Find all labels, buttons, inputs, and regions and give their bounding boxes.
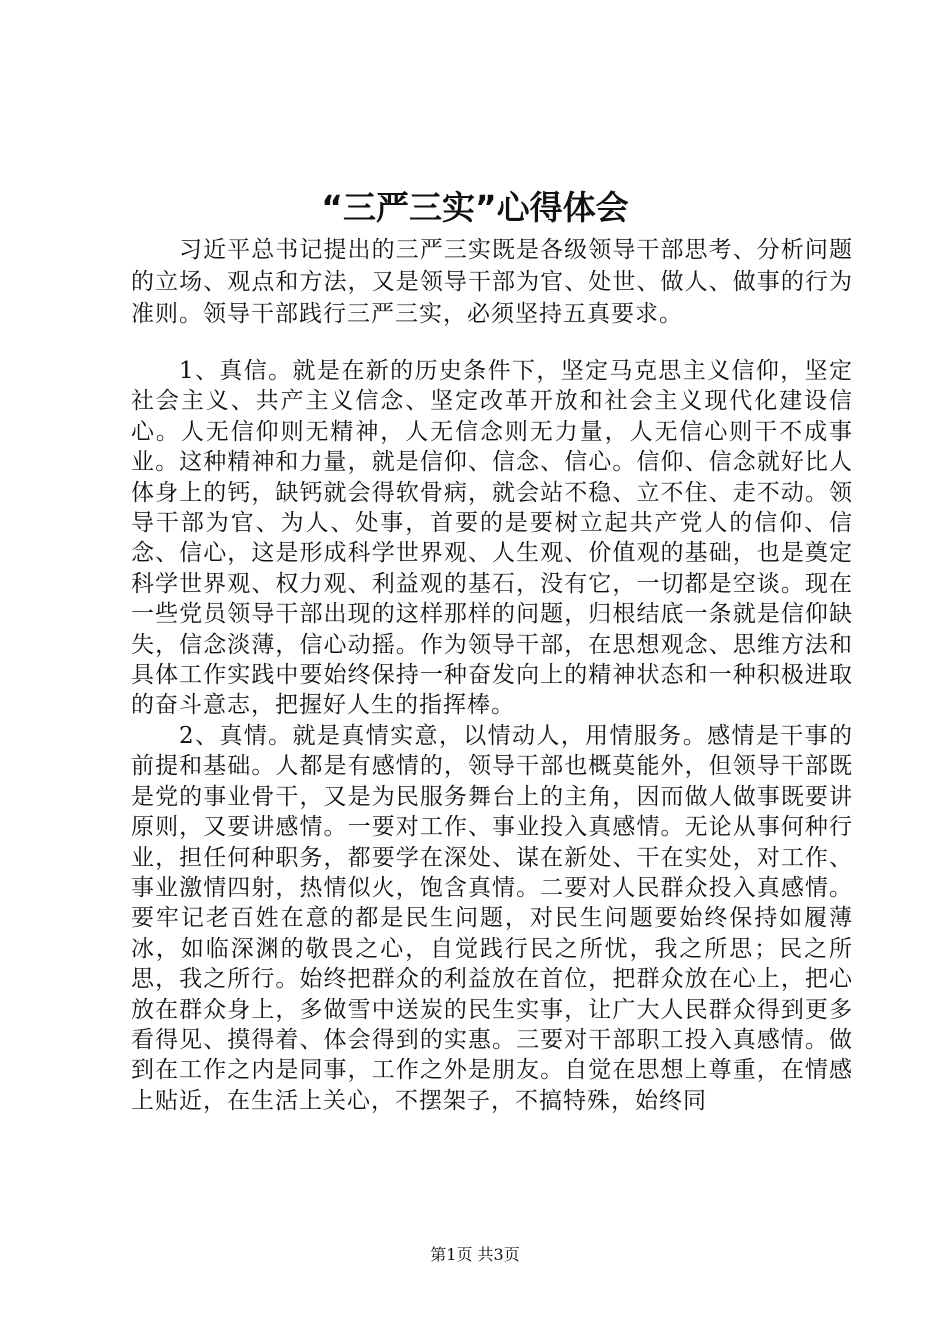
intro-block xyxy=(131,234,853,330)
page-footer: 第1页 共3页 xyxy=(430,1245,520,1264)
document-title: “三严三实”心得体会 xyxy=(321,188,629,227)
intro-paragraph: 习近平总书记提出的三严三实既是各级领导干部思考、分析问题的立场、观点和方法，又是领导干部为官、处世、做人、做事的行为准则。领导干部践行三严三实，必须坚持五真要求。 xyxy=(131,237,853,327)
sections-block xyxy=(131,356,853,1116)
section-paragraph-2: 2、真情。就是真情实意，以情动人，用情服务。感情是干事的前提和基础。人都是有感情的，领导干部也概莫能外，但领导干部既是党的事业骨干，又是为民服务舞台上的主角，因而做人做事既要讲原则，又要讲感情。一要对工作、事业投入真感情。无论从事何种行业，担任何种职务，都要学在深处、谋在新处、干在实处，对工作、事业激情四射，热情似火，饱含真情。二要对人民群众投入真感情。要牢记老百姓在意的都是民生问题，对民生问题要始终保持如履薄冰，如临深渊的敬畏之心，自觉践行民之所忧，我之所思；民之所思，我之所行。始终把群众的利益放在首位，把群众放在心上，把心放在群众身上，多做雪中送炭的民生实事，让广大人民群众得到更多看得见、摸得着、体会得到的实惠。三要对干部职工投入真感情。做到在工作之内是同事，工作之外是朋友。自觉在思想上尊重，在情感上贴近，在生活上关心，不摆架子，不搞特殊，始终同 xyxy=(131,722,853,1114)
section-paragraph-1: 1、真信。就是在新的历史条件下，坚定马克思主义信仰，坚定社会主义、共产主义信念、坚定改革开放和社会主义现代化建设信心。人无信仰则无精神，人无信念则无力量，人无信心则干不成事业。这种精神和力量，就是信仰、信念、信心。信仰、信念就好比人体身上的钙，缺钙就会得软骨病，就会站不稳、立不住、走不动。领导干部为官、为人、处事，首要的是要树立起共产党人的信仰、信念、信心，这是形成科学世界观、人生观、价值观的基础，也是奠定科学世界观、权力观、利益观的基石，没有它，一切都是空谈。现在一些党员领导干部出现的这样那样的问题，归根结底一条就是信仰缺失，信念淡薄，信心动摇。作为领导干部，在思想观念、思维方法和具体工作实践中要始终保持一种奋发向上的精神状态和一种积极进取的奋斗意志，把握好人生的指挥棒。 xyxy=(131,358,853,719)
